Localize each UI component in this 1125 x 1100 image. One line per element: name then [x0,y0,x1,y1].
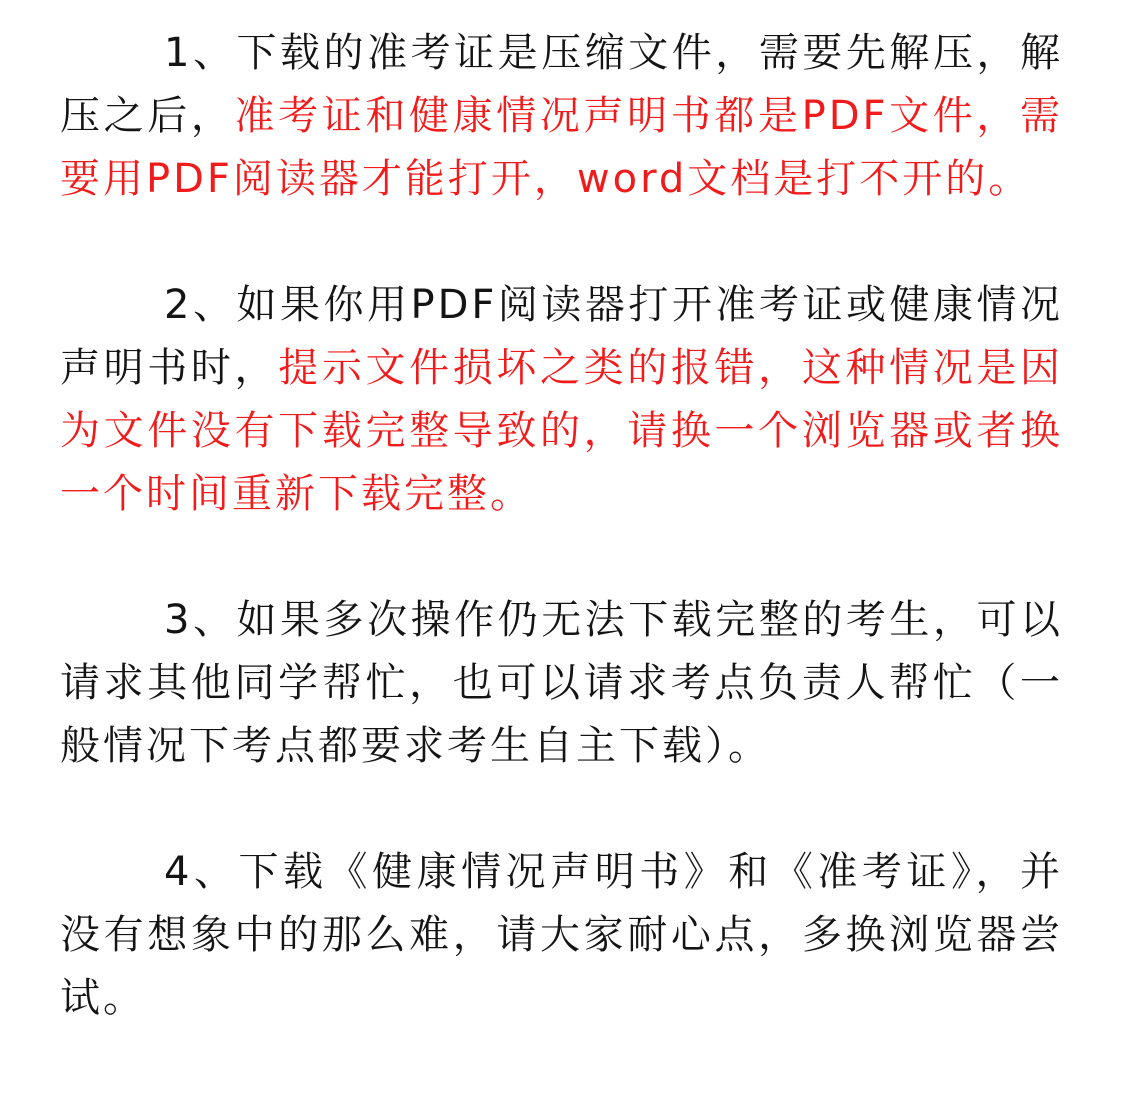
paragraph-1-text: 1、下载的准考证是压缩文件，需要先解压，解压之后， [60,30,1063,139]
paragraph-4-text: 4、下载《健康情况声明书》和《准考证》，并没有想象中的那么难，请大家耐心点，多换浏览器尝试。 [60,849,1063,1021]
paragraph-2-text: 2、如果你用PDF阅读器打开准考证或健康情况声明书时， [60,282,1063,391]
paragraph-3 [60,589,1063,778]
paragraph-1-highlight: 准考证和健康情况声明书都是PDF文件，需要用PDF阅读器才能打开，word文档是打不开的。 [60,93,1064,202]
article-body [60,22,1063,1030]
paragraph-4 [60,841,1063,1030]
paragraph-1 [60,22,1063,211]
paragraph-2-highlight: 提示文件损坏之类的报错，这种情况是因为文件没有下载完整导致的，请换一个浏览器或者换一个时间重新下载完整。 [60,345,1064,517]
paragraph-3-text: 3、如果多次操作仍无法下载完整的考生，可以请求其他同学帮忙，也可以请求考点负责人帮忙（一般情况下考点都要求考生自主下载）。 [60,597,1063,769]
paragraph-2 [60,274,1063,526]
